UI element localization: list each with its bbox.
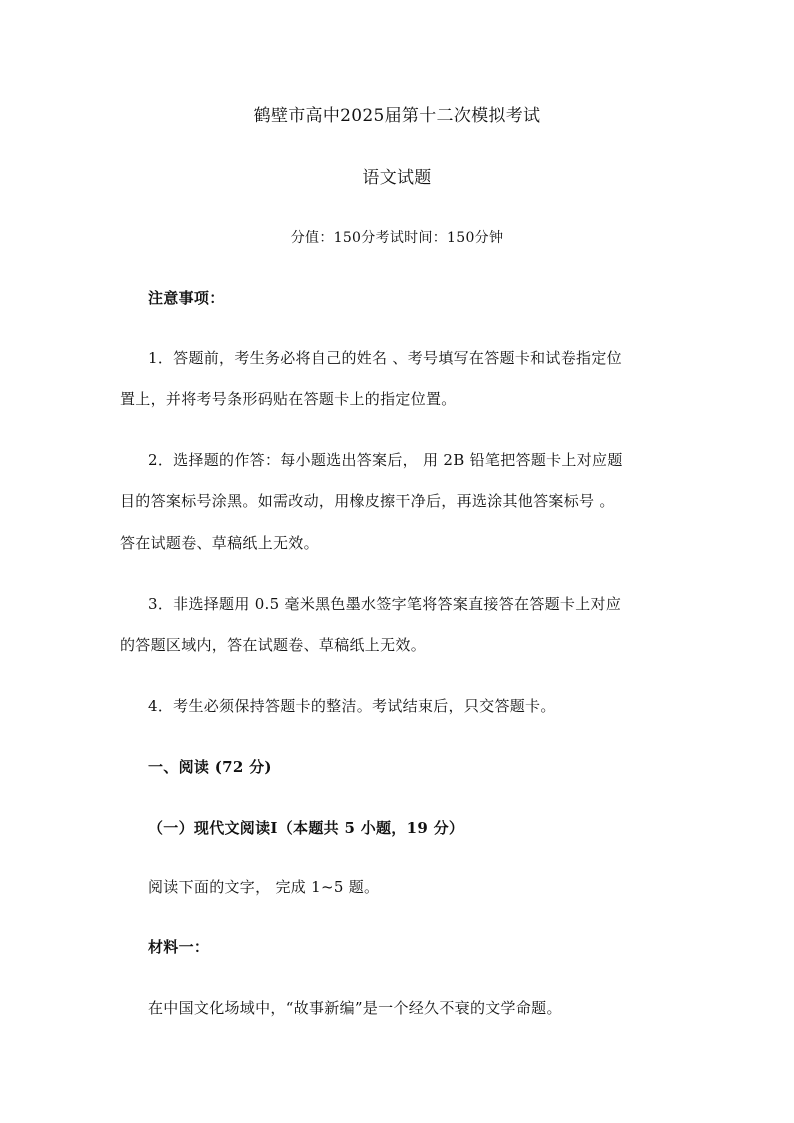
exam-meta: 分值：150分考试时间：150分钟	[290, 230, 504, 246]
exam-title: 鹤壁市高中2025届第十二次模拟考试	[253, 106, 541, 126]
notice-item-1-line-1: 1．答题前，考生务必将自己的姓名 、考号填写在答题卡和试卷指定位	[148, 349, 622, 367]
notice-item-2-line-3: 答在试题卷、草稿纸上无效。	[120, 534, 319, 552]
material-label: 材料一：	[148, 938, 210, 956]
notice-item-2-line-1: 2．选择题的作答：每小题选出答案后， 用 2B 铅笔把答题卡上对应题	[148, 451, 623, 469]
notice-heading: 注意事项：	[148, 289, 225, 307]
exam-subtitle: 语文试题	[362, 168, 432, 188]
notice-item-3-line-1: 3．非选择题用 0.5 毫米黑色墨水签字笔将答案直接答在答题卡上对应	[148, 595, 622, 613]
notice-item-2-line-2: 目的答案标号涂黑。如需改动，用橡皮擦干净后，再选涂其他答案标号 。	[120, 492, 615, 510]
notice-item-3-line-2: 的答题区域内，答在试题卷、草稿纸上无效。	[120, 636, 427, 654]
section-heading: 一、阅读 (72 分)	[148, 758, 272, 776]
notice-item-1-line-2: 置上，并将考号条形码贴在答题卡上的指定位置。	[120, 390, 457, 408]
reading-instruction: 阅读下面的文字， 完成 1~5 题。	[148, 878, 380, 896]
material-text: 在中国文化场域中，“故事新编”是一个经久不衰的文学命题。	[148, 999, 562, 1017]
notice-item-4: 4．考生必须保持答题卡的整洁。考试结束后，只交答题卡。	[148, 697, 556, 715]
subsection-heading: （一）现代文阅读Ⅰ（本题共 5 小题，19 分）	[148, 819, 465, 837]
